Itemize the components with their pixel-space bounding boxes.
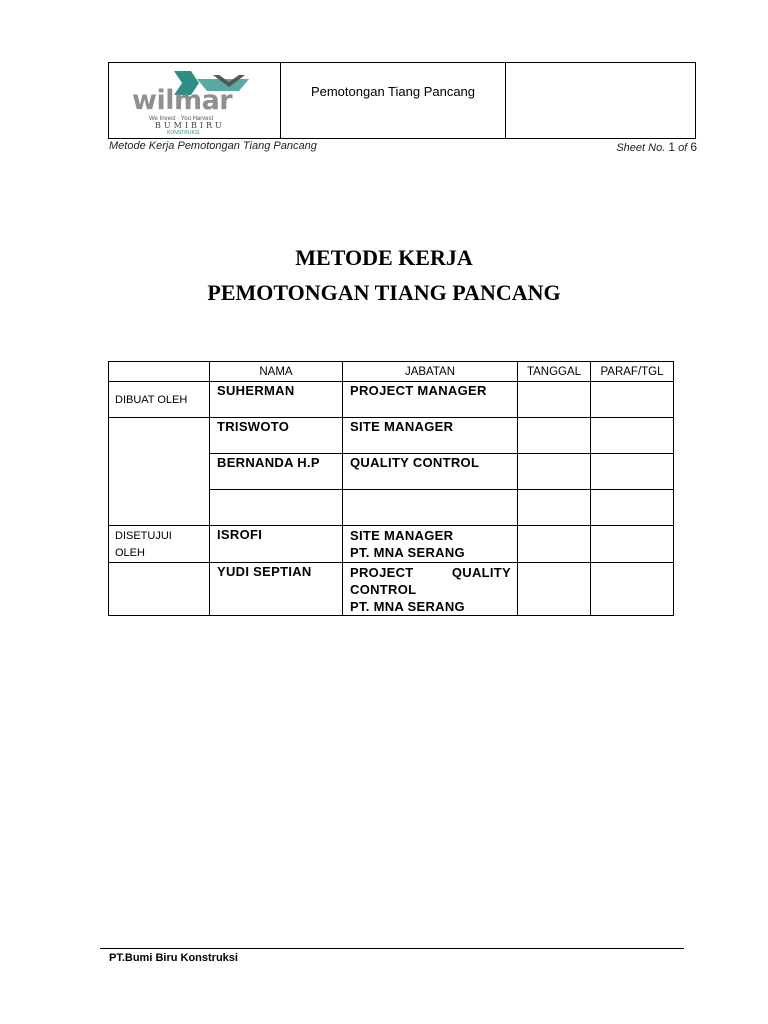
nama-cell: TRISWOTO <box>210 418 343 454</box>
jabatan-line1: SITE MANAGER <box>350 528 454 543</box>
jabatan-line2: CONTROL <box>350 582 417 597</box>
sheet-label: Sheet No. <box>616 142 666 154</box>
jabatan-cell <box>343 526 518 563</box>
paraf-cell <box>591 418 674 454</box>
tanggal-cell <box>518 490 591 526</box>
header-tanggal: TANGGAL <box>518 362 591 382</box>
header-empty <box>109 362 210 382</box>
company-logo <box>109 63 281 138</box>
footer-divider <box>100 948 684 949</box>
nama-cell <box>210 490 343 526</box>
label-disetujui-line2: OLEH <box>115 547 145 559</box>
tanggal-cell <box>518 454 591 490</box>
jabatan-line1 <box>350 564 517 581</box>
jabatan-cell: QUALITY CONTROL <box>343 454 518 490</box>
jabatan-word-project: PROJECT <box>350 565 414 580</box>
header-empty-cell <box>506 63 695 138</box>
paraf-cell <box>591 490 674 526</box>
subheader-doc-name: Metode Kerja Pemotongan Tiang Pancang <box>109 140 317 152</box>
document-header <box>108 62 696 139</box>
sheet-total: 6 <box>690 140 697 154</box>
jabatan-cell: SITE MANAGER <box>343 418 518 454</box>
nama-cell: BERNANDA H.P <box>210 454 343 490</box>
table-row <box>109 563 674 616</box>
nama-cell: YUDI SEPTIAN <box>210 563 343 616</box>
paraf-cell <box>591 382 674 418</box>
header-title: Pemotongan Tiang Pancang <box>281 63 506 138</box>
sheet-of: of <box>678 142 688 154</box>
jabatan-word-quality: QUALITY <box>451 565 511 580</box>
sheet-number <box>616 140 697 154</box>
document-title-line1: METODE KERJA <box>295 245 473 270</box>
jabatan-cell: PROJECT MANAGER <box>343 382 518 418</box>
logo-wordmark: wilmar <box>132 85 233 116</box>
tanggal-cell <box>518 526 591 563</box>
label-empty <box>109 418 210 526</box>
logo-tagline: We Invest · You Harvest <box>149 116 214 122</box>
table-header-row <box>109 362 674 382</box>
document-title-line2: PEMOTONGAN TIANG PANCANG <box>207 280 561 305</box>
paraf-cell <box>591 563 674 616</box>
label-disetujui-line1: DISETUJUI <box>115 530 172 542</box>
paraf-cell <box>591 454 674 490</box>
tanggal-cell <box>518 418 591 454</box>
header-nama: NAMA <box>210 362 343 382</box>
tanggal-cell <box>518 563 591 616</box>
logo-division: KONSTRUKSI <box>167 130 200 136</box>
jabatan-line3: PT. MNA SERANG <box>350 599 465 614</box>
label-dibuat-oleh: DIBUAT OLEH <box>109 382 210 418</box>
table-row <box>109 526 674 563</box>
tanggal-cell <box>518 382 591 418</box>
jabatan-line2: PT. MNA SERANG <box>350 545 465 560</box>
nama-cell: ISROFI <box>210 526 343 563</box>
jabatan-cell <box>343 563 518 616</box>
table-row <box>109 382 674 418</box>
approval-table <box>108 361 674 616</box>
jabatan-cell <box>343 490 518 526</box>
sheet-current: 1 <box>668 140 675 154</box>
footer-company: PT.Bumi Biru Konstruksi <box>109 952 238 964</box>
table-row <box>109 418 674 454</box>
label-empty <box>109 563 210 616</box>
paraf-cell <box>591 526 674 563</box>
header-paraf: PARAF/TGL <box>591 362 674 382</box>
nama-cell: SUHERMAN <box>210 382 343 418</box>
logo-company: BUMIBIRU <box>155 121 225 130</box>
header-jabatan: JABATAN <box>343 362 518 382</box>
label-disetujui-oleh <box>109 526 210 563</box>
